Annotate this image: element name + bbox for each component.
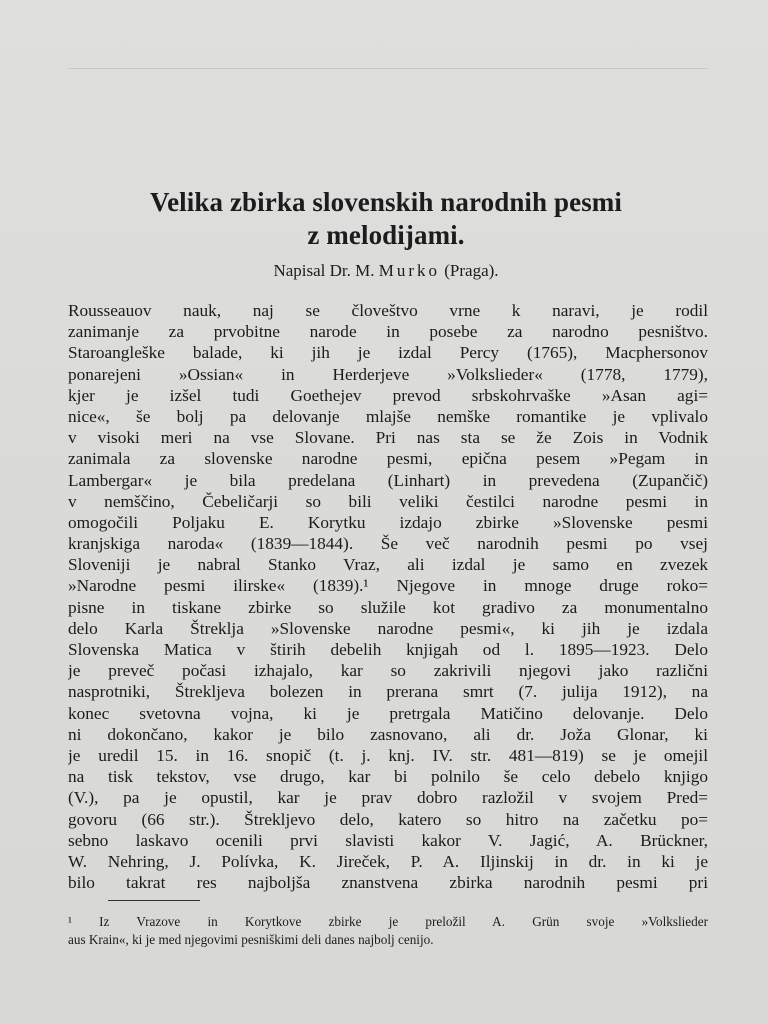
article-byline [68, 260, 704, 282]
body-line: ni dokončano, kakor je bilo zasnovano, ali dr. Joža Glonar, ki [68, 724, 708, 744]
body-line: pisne in tiskane zbirke so služile kot gradivo za monumentalno [68, 597, 708, 617]
header-rule [68, 68, 708, 69]
byline-suffix: (Praga). [444, 261, 499, 280]
article-title [68, 186, 704, 252]
body-line: zanimala za slovenske narodne pesmi, epična pesem »Pegam in [68, 449, 708, 469]
body-line: kjer je izšel tudi Goethejev prevod srbskohrvaške »Asan agi= [68, 385, 708, 405]
body-line: v nemščino, Čebeličarji so bili veliki čestilci narodne pesmi in [68, 491, 708, 511]
body-line: »Narodne pesmi ilirske« (1839).¹ Njegove in mnoge druge roko= [68, 576, 708, 596]
body-line: v visoki meri na vse Slovane. Pri nas sta se že Zois in Vodnik [68, 428, 708, 448]
body-line: zanimanje za prvobitne narode in posebe za narodno pesništvo. [68, 322, 708, 342]
body-line: nasprotniki, Štrekljeva bolezen in prerana smrt (7. julija 1912), na [68, 682, 708, 702]
body-line: W. Nehring, J. Polívka, K. Jireček, P. A. Iljinskij in dr. in ki je [68, 851, 708, 871]
body-line: bilo takrat res najboljša znanstvena zbirka narodnih pesmi pri [68, 873, 708, 893]
footnote-line: ¹ Iz Vrazove in Korytkove zbirke je preložil A. Grün svoje »Volkslieder [68, 914, 708, 929]
body-line: nice«, še bolj pa delovanje mlajše nemške romantike je vplivalo [68, 406, 708, 426]
body-line: konec svetovna vojna, ki je pretrgala Matičino delovanje. Delo [68, 703, 708, 723]
title-line-2: z melodijami. [307, 220, 465, 250]
footnote-line: aus Krain«, ki je med njegovimi pesniškimi deli danes najbolj cenijo. [68, 932, 434, 947]
body-line: Lambergar« je bila predelana (Linhart) in prevedena (Zupančič) [68, 470, 708, 490]
body-line: na tisk tekstov, vse drugo, kar bi polnilo še celo debelo knjigo [68, 767, 708, 787]
body-line: omogočili Poljaku E. Korytku izdajo zbirke »Slovenske pesmi [68, 512, 708, 532]
title-line-1: Velika zbirka slovenskih narodnih pesmi [149, 187, 623, 217]
body-line: kranjskiga naroda« (1839—1844). Še več narodnih pesmi po vsej [68, 534, 708, 554]
body-line: Staroangleške balade, ki jih je izdal Percy (1765), Macphersonov [68, 343, 708, 363]
article-body [68, 300, 708, 893]
body-line: Slovenska Matica v štirih debelih knjigah od l. 1895—1923. Delo [68, 640, 708, 659]
body-line: Sloveniji je nabral Stanko Vraz, ali izdal je samo en zvezek [68, 555, 708, 575]
footnote [68, 913, 708, 949]
footnote-rule [108, 900, 200, 901]
body-line: (V.), pa je opustil, kar je prav dobro razložil v svojem Pred= [68, 788, 708, 808]
byline-prefix: Napisal Dr. M. [273, 261, 375, 280]
body-line: je preveč počasi izhajalo, kar so zakrivili njegovi jako različni [68, 661, 708, 681]
body-line: delo Karla Štreklja »Slovenske narodne pesmi«, ki jih je izdala [68, 618, 708, 638]
byline-author-name: Murko [378, 261, 441, 280]
body-line: je uredil 15. in 16. snopič (t. j. knj. IV. str. 481—819) se je omejil [68, 745, 708, 765]
body-line: ponarejeni »Ossian« in Herderjeve »Volkslieder« (1778, 1779), [68, 364, 708, 384]
body-line: sebno laskavo ocenili prvi slavisti kakor V. Jagić, A. Brückner, [68, 830, 708, 850]
body-line: govoru (66 str.). Štrekljevo delo, katero so hitro na začetku po= [68, 809, 708, 829]
body-line: Rousseauov nauk, naj se človeštvo vrne k naravi, je rodil [68, 301, 708, 320]
